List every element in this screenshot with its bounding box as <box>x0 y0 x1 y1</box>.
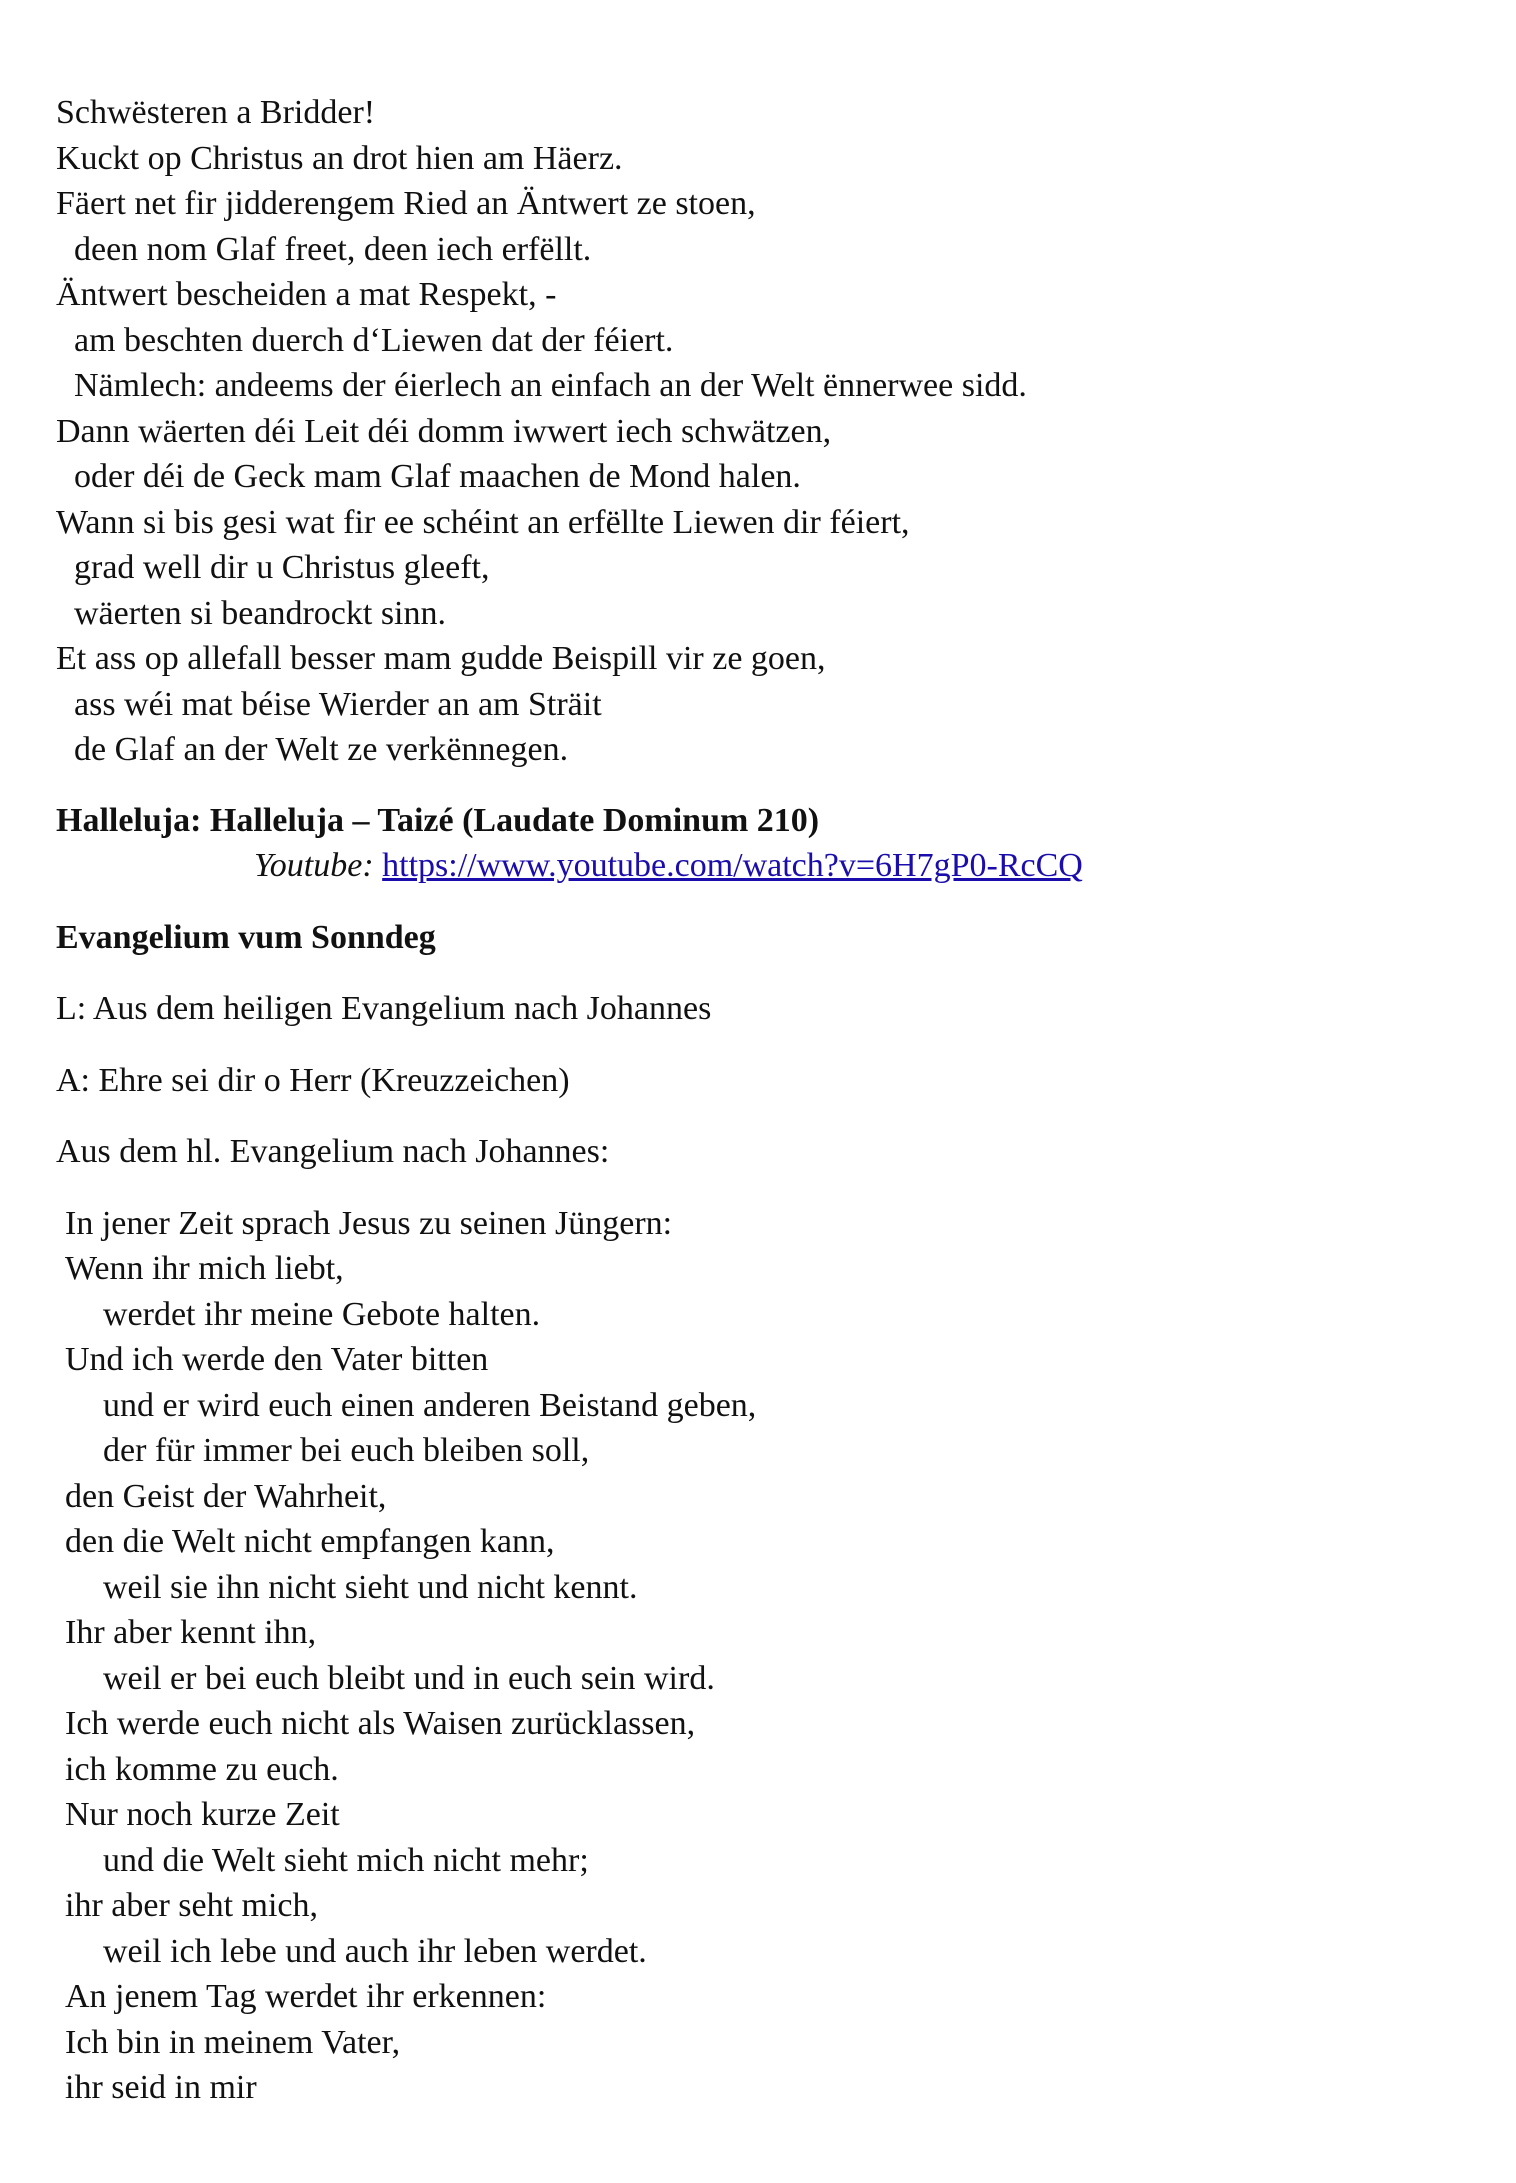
text-line: ich komme zu euch. <box>65 1750 339 1788</box>
spacer <box>56 1032 1456 1058</box>
text-line: Dann wäerten déi Leit déi domm iwwert iech schwätzen, <box>56 412 832 450</box>
youtube-link[interactable]: https://www.youtube.com/watch?v=6H7gP0-RcCQ <box>382 847 1083 884</box>
spacer <box>56 1103 1456 1129</box>
halleluja-heading: Halleluja: Halleluja – Taizé (Laudate Dominum 210) <box>56 801 820 839</box>
spacer <box>56 889 1456 915</box>
text-line: wäerten si beandrockt sinn. <box>74 594 446 632</box>
text-line: weil sie ihn nicht sieht und nicht kennt. <box>103 1568 638 1606</box>
lector-line: L: Aus dem heiligen Evangelium nach Johannes <box>56 990 712 1027</box>
text-line: Ich bin in meinem Vater, <box>65 2023 401 2061</box>
text-line: Ihr aber kennt ihn, <box>65 1614 317 1651</box>
text-line: An jenem Tag werdet ihr erkennen: <box>65 1978 547 2015</box>
text-line: grad well dir u Christus gleeft, <box>74 549 490 586</box>
text-line: und die Welt sieht mich nicht mehr; <box>103 1841 589 1879</box>
text-line: werdet ihr meine Gebote halten. <box>103 1295 541 1333</box>
text-line: am beschten duerch d‘Liewen dat der féiert. <box>74 321 674 359</box>
text-line: und er wird euch einen anderen Beistand geben, <box>103 1386 757 1424</box>
text-line: deen nom Glaf freet, deen iech erfëllt. <box>74 230 592 268</box>
text-line: weil er bei euch bleibt und in euch sein wird. <box>103 1659 715 1697</box>
text-line: ass wéi mat béise Wierder an am Sträit <box>74 685 602 723</box>
gospel-text <box>56 1201 1456 2111</box>
text-line: Äntwert bescheiden a mat Respekt, - <box>56 276 557 313</box>
youtube-label: Youtube: <box>254 847 374 884</box>
evangelium-heading: Evangelium vum Sonndeg <box>56 918 436 956</box>
text-line: Et ass op allefall besser mam gudde Beispill vir ze goen, <box>56 640 826 677</box>
text-line: de Glaf an der Welt ze verkënnegen. <box>74 731 569 768</box>
text-line: In jener Zeit sprach Jesus zu seinen Jüngern: <box>65 1204 673 1242</box>
text-line: Wann si bis gesi wat fir ee schéint an erfëllte Liewen dir féiert, <box>56 503 910 541</box>
text-line: ihr aber seht mich, <box>65 1887 319 1924</box>
response-line: A: Ehre sei dir o Herr (Kreuzzeichen) <box>56 1061 570 1099</box>
text-line: den die Welt nicht empfangen kann, <box>65 1523 555 1560</box>
text-line: der für immer bei euch bleiben soll, <box>103 1432 590 1469</box>
document-page <box>56 90 1456 2111</box>
text-line: Nämlech: andeems der éierlech an einfach an der Welt ënnerwee sidd. <box>74 367 1027 404</box>
text-line: oder déi de Geck mam Glaf maachen de Mond halen. <box>74 458 801 495</box>
spacer <box>56 1175 1456 1201</box>
youtube-line <box>56 843 1456 889</box>
text-line: den Geist der Wahrheit, <box>65 1477 387 1515</box>
spacer <box>56 773 1456 798</box>
text-line: weil ich lebe und auch ihr leben werdet. <box>103 1932 647 1970</box>
text-line: Ich werde euch nicht als Waisen zurücklassen, <box>65 1705 696 1742</box>
text-line: Und ich werde den Vater bitten <box>65 1341 489 1378</box>
text-line: Fäert net fir jidderengem Ried an Äntwert ze stoen, <box>56 185 756 222</box>
text-line: Kuckt op Christus an drot hien am Häerz. <box>56 139 623 177</box>
text-line: Wenn ihr mich liebt, <box>65 1250 344 1287</box>
text-line: Schwësteren a Bridder! <box>56 94 376 131</box>
homily-section <box>56 90 1456 773</box>
spacer <box>56 960 1456 986</box>
text-line: ihr seid in mir <box>65 2069 257 2106</box>
text-line: Nur noch kurze Zeit <box>65 1796 340 1833</box>
gospel-intro: Aus dem hl. Evangelium nach Johannes: <box>56 1133 610 1170</box>
